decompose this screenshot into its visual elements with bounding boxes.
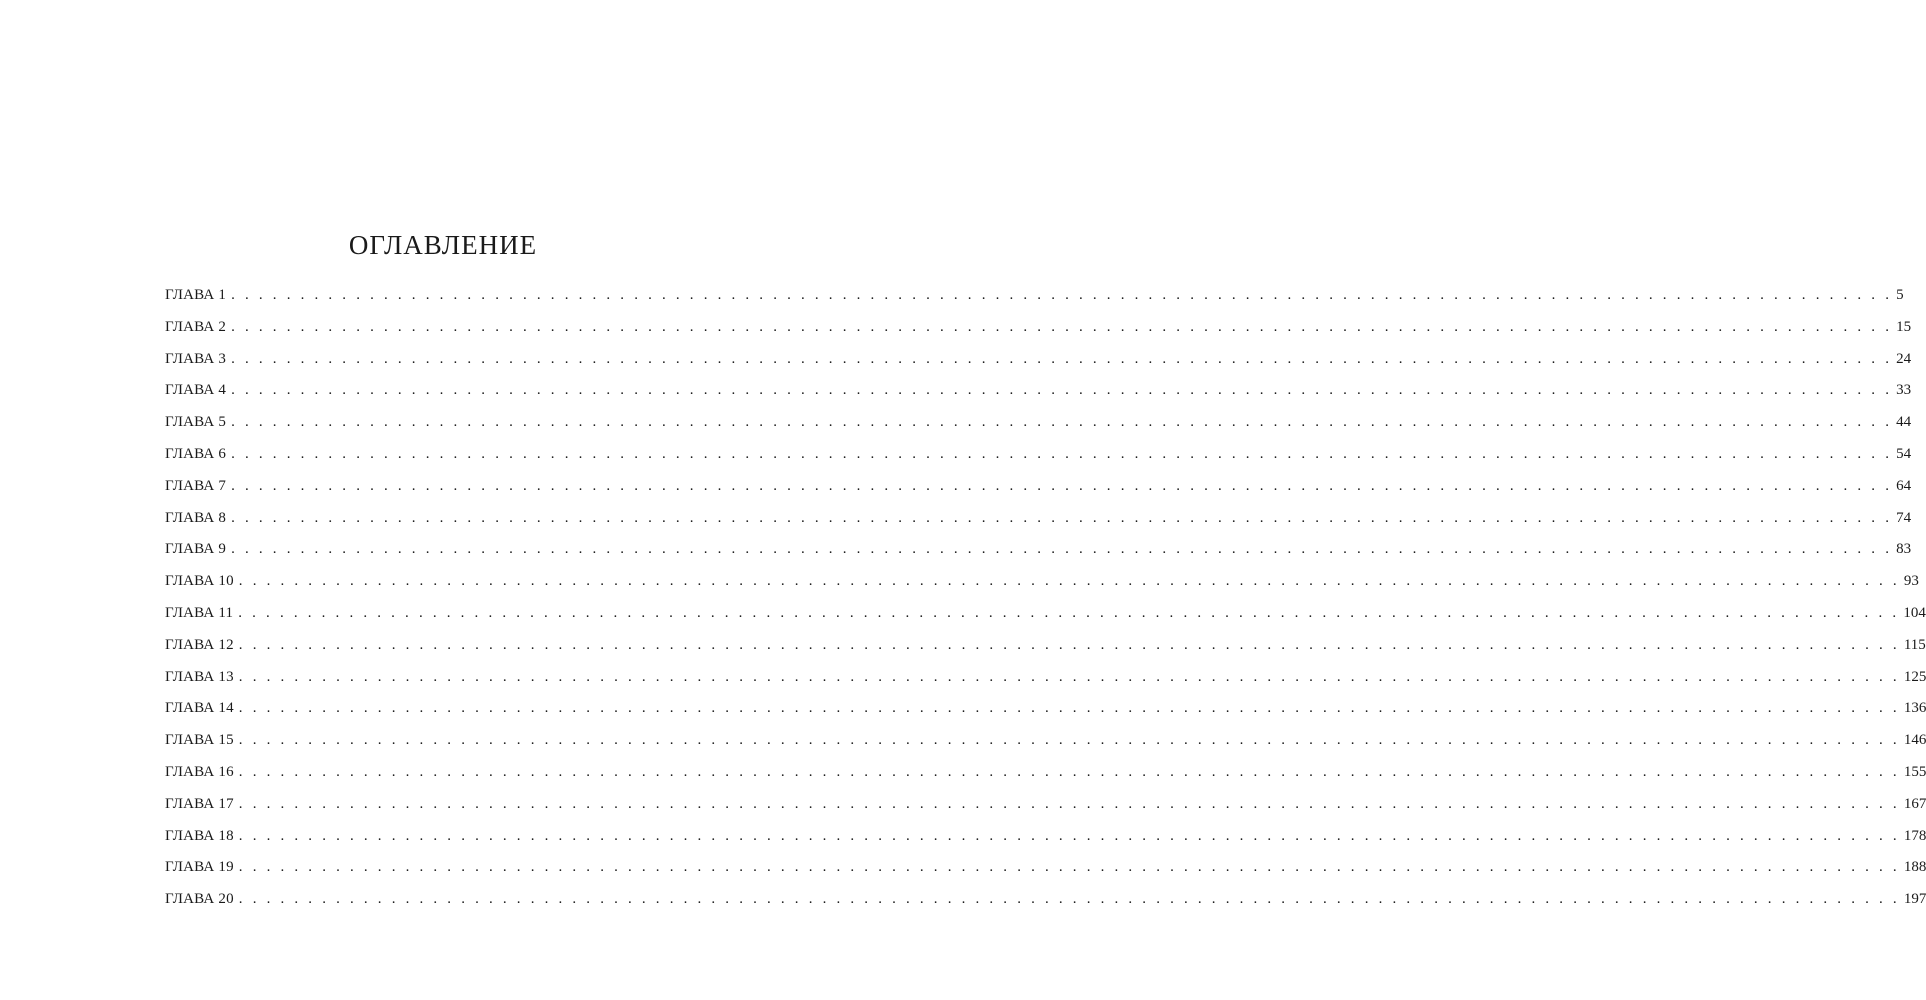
dot-leader: . . . . . . . . . . . . . . . . . . . . . . . . . . . . . . . . . . . . . . . . . . . . . . . . . . . . . . . . . . . . . . . . . . . . . . . . . . . . . . . . . . . . . . . . . . . . . . . . . . . . . . . . . . . . . . . . . . . . . . . . <box>231 414 1893 431</box>
toc-entry-label: ГЛАВА 10 <box>165 573 234 590</box>
dot-leader: . . . . . . . . . . . . . . . . . . . . . . . . . . . . . . . . . . . . . . . . . . . . . . . . . . . . . . . . . . . . . . . . . . . . . . . . . . . . . . . . . . . . . . . . . . . . . . . . . . . . . . . . . . . . . . . . . . . . . . . . <box>231 445 1893 462</box>
toc-entry-page-number: 33 <box>1896 382 1912 399</box>
toc-entry-page-number: 15 <box>1896 318 1912 335</box>
toc-entry-page-number: 155 <box>1903 763 1926 780</box>
dot-leader: . . . . . . . . . . . . . . . . . . . . . . . . . . . . . . . . . . . . . . . . . . . . . . . . . . . . . . . . . . . . . . . . . . . . . . . . . . . . . . . . . . . . . . . . . . . . . . . . . . . . . . . . . . . . . . . . . . . . . . . . <box>238 859 1900 876</box>
toc-entry-label: ГЛАВА 15 <box>165 732 234 749</box>
dot-leader: . . . . . . . . . . . . . . . . . . . . . . . . . . . . . . . . . . . . . . . . . . . . . . . . . . . . . . . . . . . . . . . . . . . . . . . . . . . . . . . . . . . . . . . . . . . . . . . . . . . . . . . . . . . . . . . . . . . . . . . . <box>231 477 1893 494</box>
toc-entry-page-number: 178 <box>1903 827 1926 844</box>
toc-entry-page-number: 197 <box>1903 891 1926 908</box>
toc-list <box>165 280 1926 916</box>
dot-leader: . . . . . . . . . . . . . . . . . . . . . . . . . . . . . . . . . . . . . . . . . . . . . . . . . . . . . . . . . . . . . . . . . . . . . . . . . . . . . . . . . . . . . . . . . . . . . . . . . . . . . . . . . . . . . . . . . . . . . . . . <box>231 541 1893 558</box>
toc-entry[interactable] <box>165 280 1904 312</box>
toc-entry-page-number: 5 <box>1896 287 1904 303</box>
toc-entry-page-number: 64 <box>1896 477 1912 494</box>
toc-entry[interactable] <box>165 566 1919 598</box>
toc-entry-label: ГЛАВА 20 <box>165 891 234 908</box>
toc-entry-label: ГЛАВА 4 <box>165 382 227 399</box>
toc-entry[interactable] <box>165 821 1926 853</box>
toc-entry-page-number: 54 <box>1896 445 1912 462</box>
toc-entry-page-number: 188 <box>1903 859 1926 876</box>
dot-leader: . . . . . . . . . . . . . . . . . . . . . . . . . . . . . . . . . . . . . . . . . . . . . . . . . . . . . . . . . . . . . . . . . . . . . . . . . . . . . . . . . . . . . . . . . . . . . . . . . . . . . . . . . . . . . . . . . . . . . . . . <box>238 732 1900 749</box>
toc-entry-label: ГЛАВА 9 <box>165 541 227 558</box>
dot-leader: . . . . . . . . . . . . . . . . . . . . . . . . . . . . . . . . . . . . . . . . . . . . . . . . . . . . . . . . . . . . . . . . . . . . . . . . . . . . . . . . . . . . . . . . . . . . . . . . . . . . . . . . . . . . . . . . . . . . . . . . <box>231 318 1893 335</box>
toc-entry[interactable] <box>165 630 1926 662</box>
toc-entry[interactable] <box>165 344 1912 376</box>
toc-entry[interactable] <box>165 439 1912 471</box>
dot-leader: . . . . . . . . . . . . . . . . . . . . . . . . . . . . . . . . . . . . . . . . . . . . . . . . . . . . . . . . . . . . . . . . . . . . . . . . . . . . . . . . . . . . . . . . . . . . . . . . . . . . . . . . . . . . . . . . . . . . . . . . <box>238 573 1900 590</box>
toc-entry-page-number: 146 <box>1903 732 1926 749</box>
toc-entry-page-number: 136 <box>1903 700 1926 717</box>
dot-leader: . . . . . . . . . . . . . . . . . . . . . . . . . . . . . . . . . . . . . . . . . . . . . . . . . . . . . . . . . . . . . . . . . . . . . . . . . . . . . . . . . . . . . . . . . . . . . . . . . . . . . . . . . . . . . . . . . . . . . . . . <box>231 382 1893 399</box>
toc-entry-page-number: 44 <box>1896 414 1912 431</box>
dot-leader: . . . . . . . . . . . . . . . . . . . . . . . . . . . . . . . . . . . . . . . . . . . . . . . . . . . . . . . . . . . . . . . . . . . . . . . . . . . . . . . . . . . . . . . . . . . . . . . . . . . . . . . . . . . . . . . . . . . . . . . . <box>238 763 1900 780</box>
dot-leader: . . . . . . . . . . . . . . . . . . . . . . . . . . . . . . . . . . . . . . . . . . . . . . . . . . . . . . . . . . . . . . . . . . . . . . . . . . . . . . . . . . . . . . . . . . . . . . . . . . . . . . . . . . . . . . . . . . . . . . . . <box>231 509 1893 526</box>
dot-leader: . . . . . . . . . . . . . . . . . . . . . . . . . . . . . . . . . . . . . . . . . . . . . . . . . . . . . . . . . . . . . . . . . . . . . . . . . . . . . . . . . . . . . . . . . . . . . . . . . . . . . . . . . . . . . . . . . . . . . . . . <box>238 604 1900 621</box>
toc-entry-label: ГЛАВА 8 <box>165 509 227 526</box>
dot-leader: . . . . . . . . . . . . . . . . . . . . . . . . . . . . . . . . . . . . . . . . . . . . . . . . . . . . . . . . . . . . . . . . . . . . . . . . . . . . . . . . . . . . . . . . . . . . . . . . . . . . . . . . . . . . . . . . . . . . . . . . <box>238 636 1900 653</box>
toc-entry[interactable] <box>165 503 1912 535</box>
toc-entry[interactable] <box>165 598 1926 630</box>
toc-entry-label: ГЛАВА 14 <box>165 700 234 717</box>
toc-entry-label: ГЛАВА 2 <box>165 318 227 335</box>
toc-title: ОГЛАВЛЕНИЕ <box>348 230 538 260</box>
dot-leader: . . . . . . . . . . . . . . . . . . . . . . . . . . . . . . . . . . . . . . . . . . . . . . . . . . . . . . . . . . . . . . . . . . . . . . . . . . . . . . . . . . . . . . . . . . . . . . . . . . . . . . . . . . . . . . . . . . . . . . . . <box>238 795 1900 812</box>
toc-entry[interactable] <box>165 471 1912 503</box>
toc-entry-page-number: 167 <box>1903 795 1926 812</box>
toc-entry-label: ГЛАВА 19 <box>165 859 234 876</box>
dot-leader: . . . . . . . . . . . . . . . . . . . . . . . . . . . . . . . . . . . . . . . . . . . . . . . . . . . . . . . . . . . . . . . . . . . . . . . . . . . . . . . . . . . . . . . . . . . . . . . . . . . . . . . . . . . . . . . . . . . . . . . . <box>238 891 1900 908</box>
toc-entry[interactable] <box>165 852 1926 884</box>
toc-entry-page-number: 125 <box>1903 668 1926 685</box>
toc-entry-page-number: 93 <box>1903 573 1919 590</box>
toc-entry[interactable] <box>165 789 1926 821</box>
toc-entry-label: ГЛАВА 11 <box>165 604 234 621</box>
toc-entry-page-number: 24 <box>1896 350 1912 367</box>
toc-entry[interactable] <box>165 534 1912 566</box>
dot-leader: . . . . . . . . . . . . . . . . . . . . . . . . . . . . . . . . . . . . . . . . . . . . . . . . . . . . . . . . . . . . . . . . . . . . . . . . . . . . . . . . . . . . . . . . . . . . . . . . . . . . . . . . . . . . . . . . . . . . . . . . <box>231 350 1893 367</box>
toc-entry-label: ГЛАВА 12 <box>165 636 234 653</box>
dot-leader: . . . . . . . . . . . . . . . . . . . . . . . . . . . . . . . . . . . . . . . . . . . . . . . . . . . . . . . . . . . . . . . . . . . . . . . . . . . . . . . . . . . . . . . . . . . . . . . . . . . . . . . . . . . . . . . . . . . . . . . . <box>238 700 1900 717</box>
toc-entry-page-number: 74 <box>1896 509 1912 526</box>
toc-entry[interactable] <box>165 725 1926 757</box>
toc-entry[interactable] <box>165 662 1926 694</box>
toc-entry[interactable] <box>165 312 1912 344</box>
toc-entry[interactable] <box>165 757 1926 789</box>
toc-entry-page-number: 104 <box>1903 604 1926 621</box>
dot-leader: . . . . . . . . . . . . . . . . . . . . . . . . . . . . . . . . . . . . . . . . . . . . . . . . . . . . . . . . . . . . . . . . . . . . . . . . . . . . . . . . . . . . . . . . . . . . . . . . . . . . . . . . . . . . . . . . . . . . . . . . <box>231 287 1893 303</box>
toc-entry-label: ГЛАВА 3 <box>165 350 227 367</box>
toc-entry-label: ГЛАВА 13 <box>165 668 234 685</box>
toc-entry-label: ГЛАВА 17 <box>165 795 234 812</box>
toc-entry-label: ГЛАВА 7 <box>165 477 227 494</box>
toc-entry-page-number: 115 <box>1903 636 1926 653</box>
toc-entry[interactable] <box>165 375 1912 407</box>
toc-entry-label: ГЛАВА 18 <box>165 827 234 844</box>
toc-entry[interactable] <box>165 407 1912 439</box>
toc-entry-label: ГЛАВА 16 <box>165 763 234 780</box>
toc-entry[interactable] <box>165 693 1926 725</box>
toc-entry-label: ГЛАВА 6 <box>165 445 227 462</box>
dot-leader: . . . . . . . . . . . . . . . . . . . . . . . . . . . . . . . . . . . . . . . . . . . . . . . . . . . . . . . . . . . . . . . . . . . . . . . . . . . . . . . . . . . . . . . . . . . . . . . . . . . . . . . . . . . . . . . . . . . . . . . . <box>238 668 1900 685</box>
toc-entry-label: ГЛАВА 1 <box>165 287 227 303</box>
toc-entry[interactable] <box>165 884 1926 916</box>
dot-leader: . . . . . . . . . . . . . . . . . . . . . . . . . . . . . . . . . . . . . . . . . . . . . . . . . . . . . . . . . . . . . . . . . . . . . . . . . . . . . . . . . . . . . . . . . . . . . . . . . . . . . . . . . . . . . . . . . . . . . . . . <box>238 827 1900 844</box>
toc-entry-page-number: 83 <box>1896 541 1912 558</box>
toc-entry-label: ГЛАВА 5 <box>165 414 227 431</box>
